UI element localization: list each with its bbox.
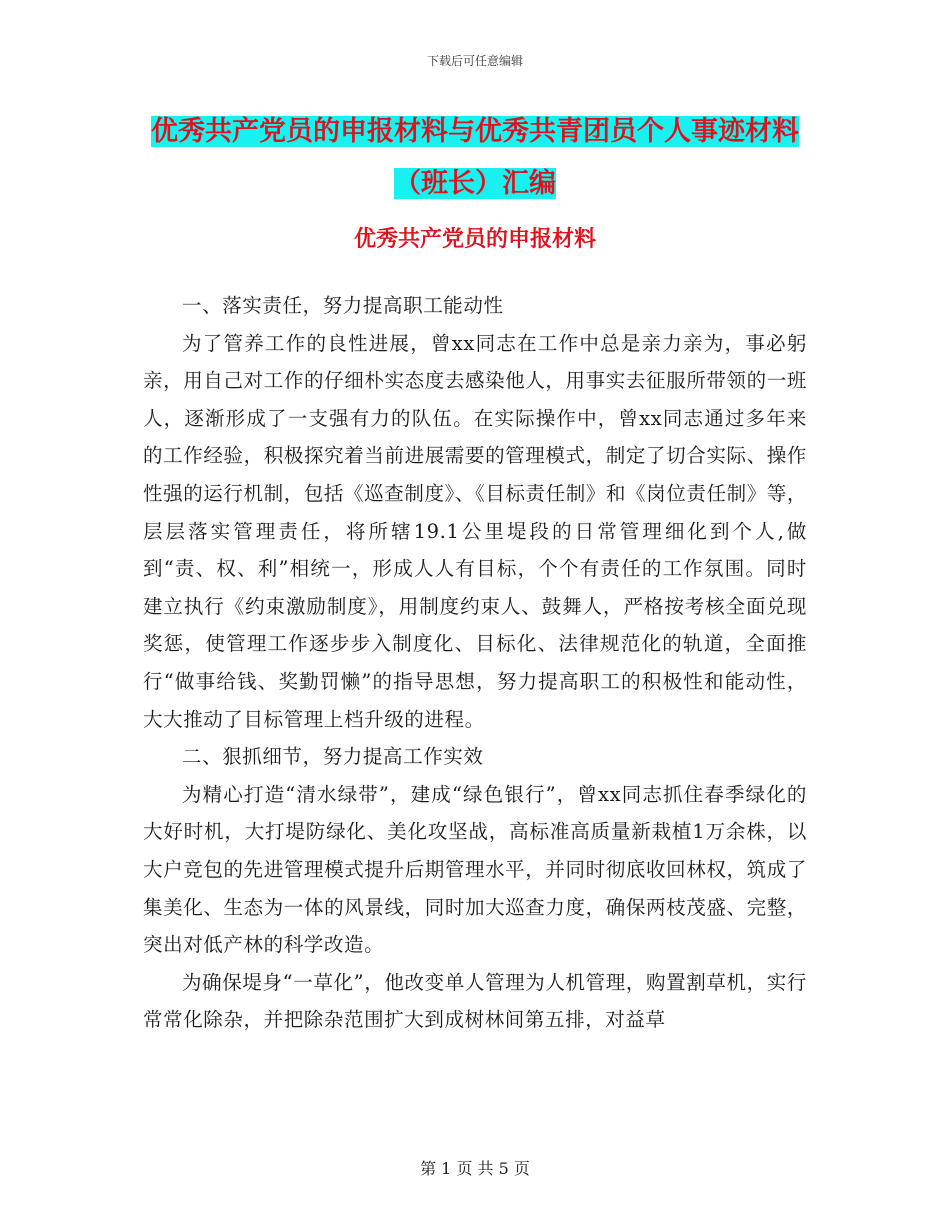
paragraph-1: 为了管养工作的良性进展，曾xx同志在工作中总是亲力亲为，事必躬亲，用自己对工作的仔细朴实态度去感染他人，用事实去征服所带领的一班人，逐渐形成了一支强有力的队伍。在实际操作中，曾xx同志通过多年来的工作经验，积极探究着当前进展需要的管理模式，制定了切合实际、操作性强的运行机制，包括《巡查制度》、《目标责任制》和《岗位责任制》等，层层落实管理责任，将所辖19.1公里堤段的日常管理细化到个人,做到“责、权、利”相统一，形成人人有目标，个个有责任的工作氛围。同时建立执行《约束激励制度》，用制度约束人、鼓舞人，严格按考核全面兑现奖惩，使管理工作逐步步入制度化、目标化、法律规范化的轨道，全面推行“做事给钱、奖勤罚懒”的指导思想，努力提高职工的积极性和能动性，大大推动了目标管理上档升级的进程。 xyxy=(143,331,807,731)
paragraph-3: 为确保堤身“一草化”，他改变单人管理为人机管理，购置割草机，实行常常化除杂，并把除杂范围扩大到成树林间第五排，对益草 xyxy=(143,970,807,1032)
body-text xyxy=(143,287,807,1039)
document-title xyxy=(140,106,810,210)
section-title: 优秀共产党员的申报材料 xyxy=(353,226,596,252)
heading-1: 一、落实责任，努力提高职工能动性 xyxy=(182,294,504,317)
paragraph-2: 为精心打造“清水绿带”，建成“绿色银行”，曾xx同志抓住春季绿化的大好时机，大打堤防绿化、美化攻坚战，高标准高质量新栽植1万余株，以大户竞包的先进管理模式提升后期管理水平，并同时彻底收回林权，筑成了集美化、生态为一体的风景线，同时加大巡查力度，确保两枝茂盛、完整，突出对低产林的科学改造。 xyxy=(143,782,807,957)
heading-2: 二、狠抓细节，努力提高工作实效 xyxy=(182,745,484,769)
document-title-text: 优秀共产党员的申报材料与优秀共青团员个人事迹材料（班长）汇编 xyxy=(151,116,799,199)
header-note: 下载后可任意编辑 xyxy=(426,54,523,68)
page-footer: 第 1 页 共 5 页 xyxy=(420,1159,530,1178)
